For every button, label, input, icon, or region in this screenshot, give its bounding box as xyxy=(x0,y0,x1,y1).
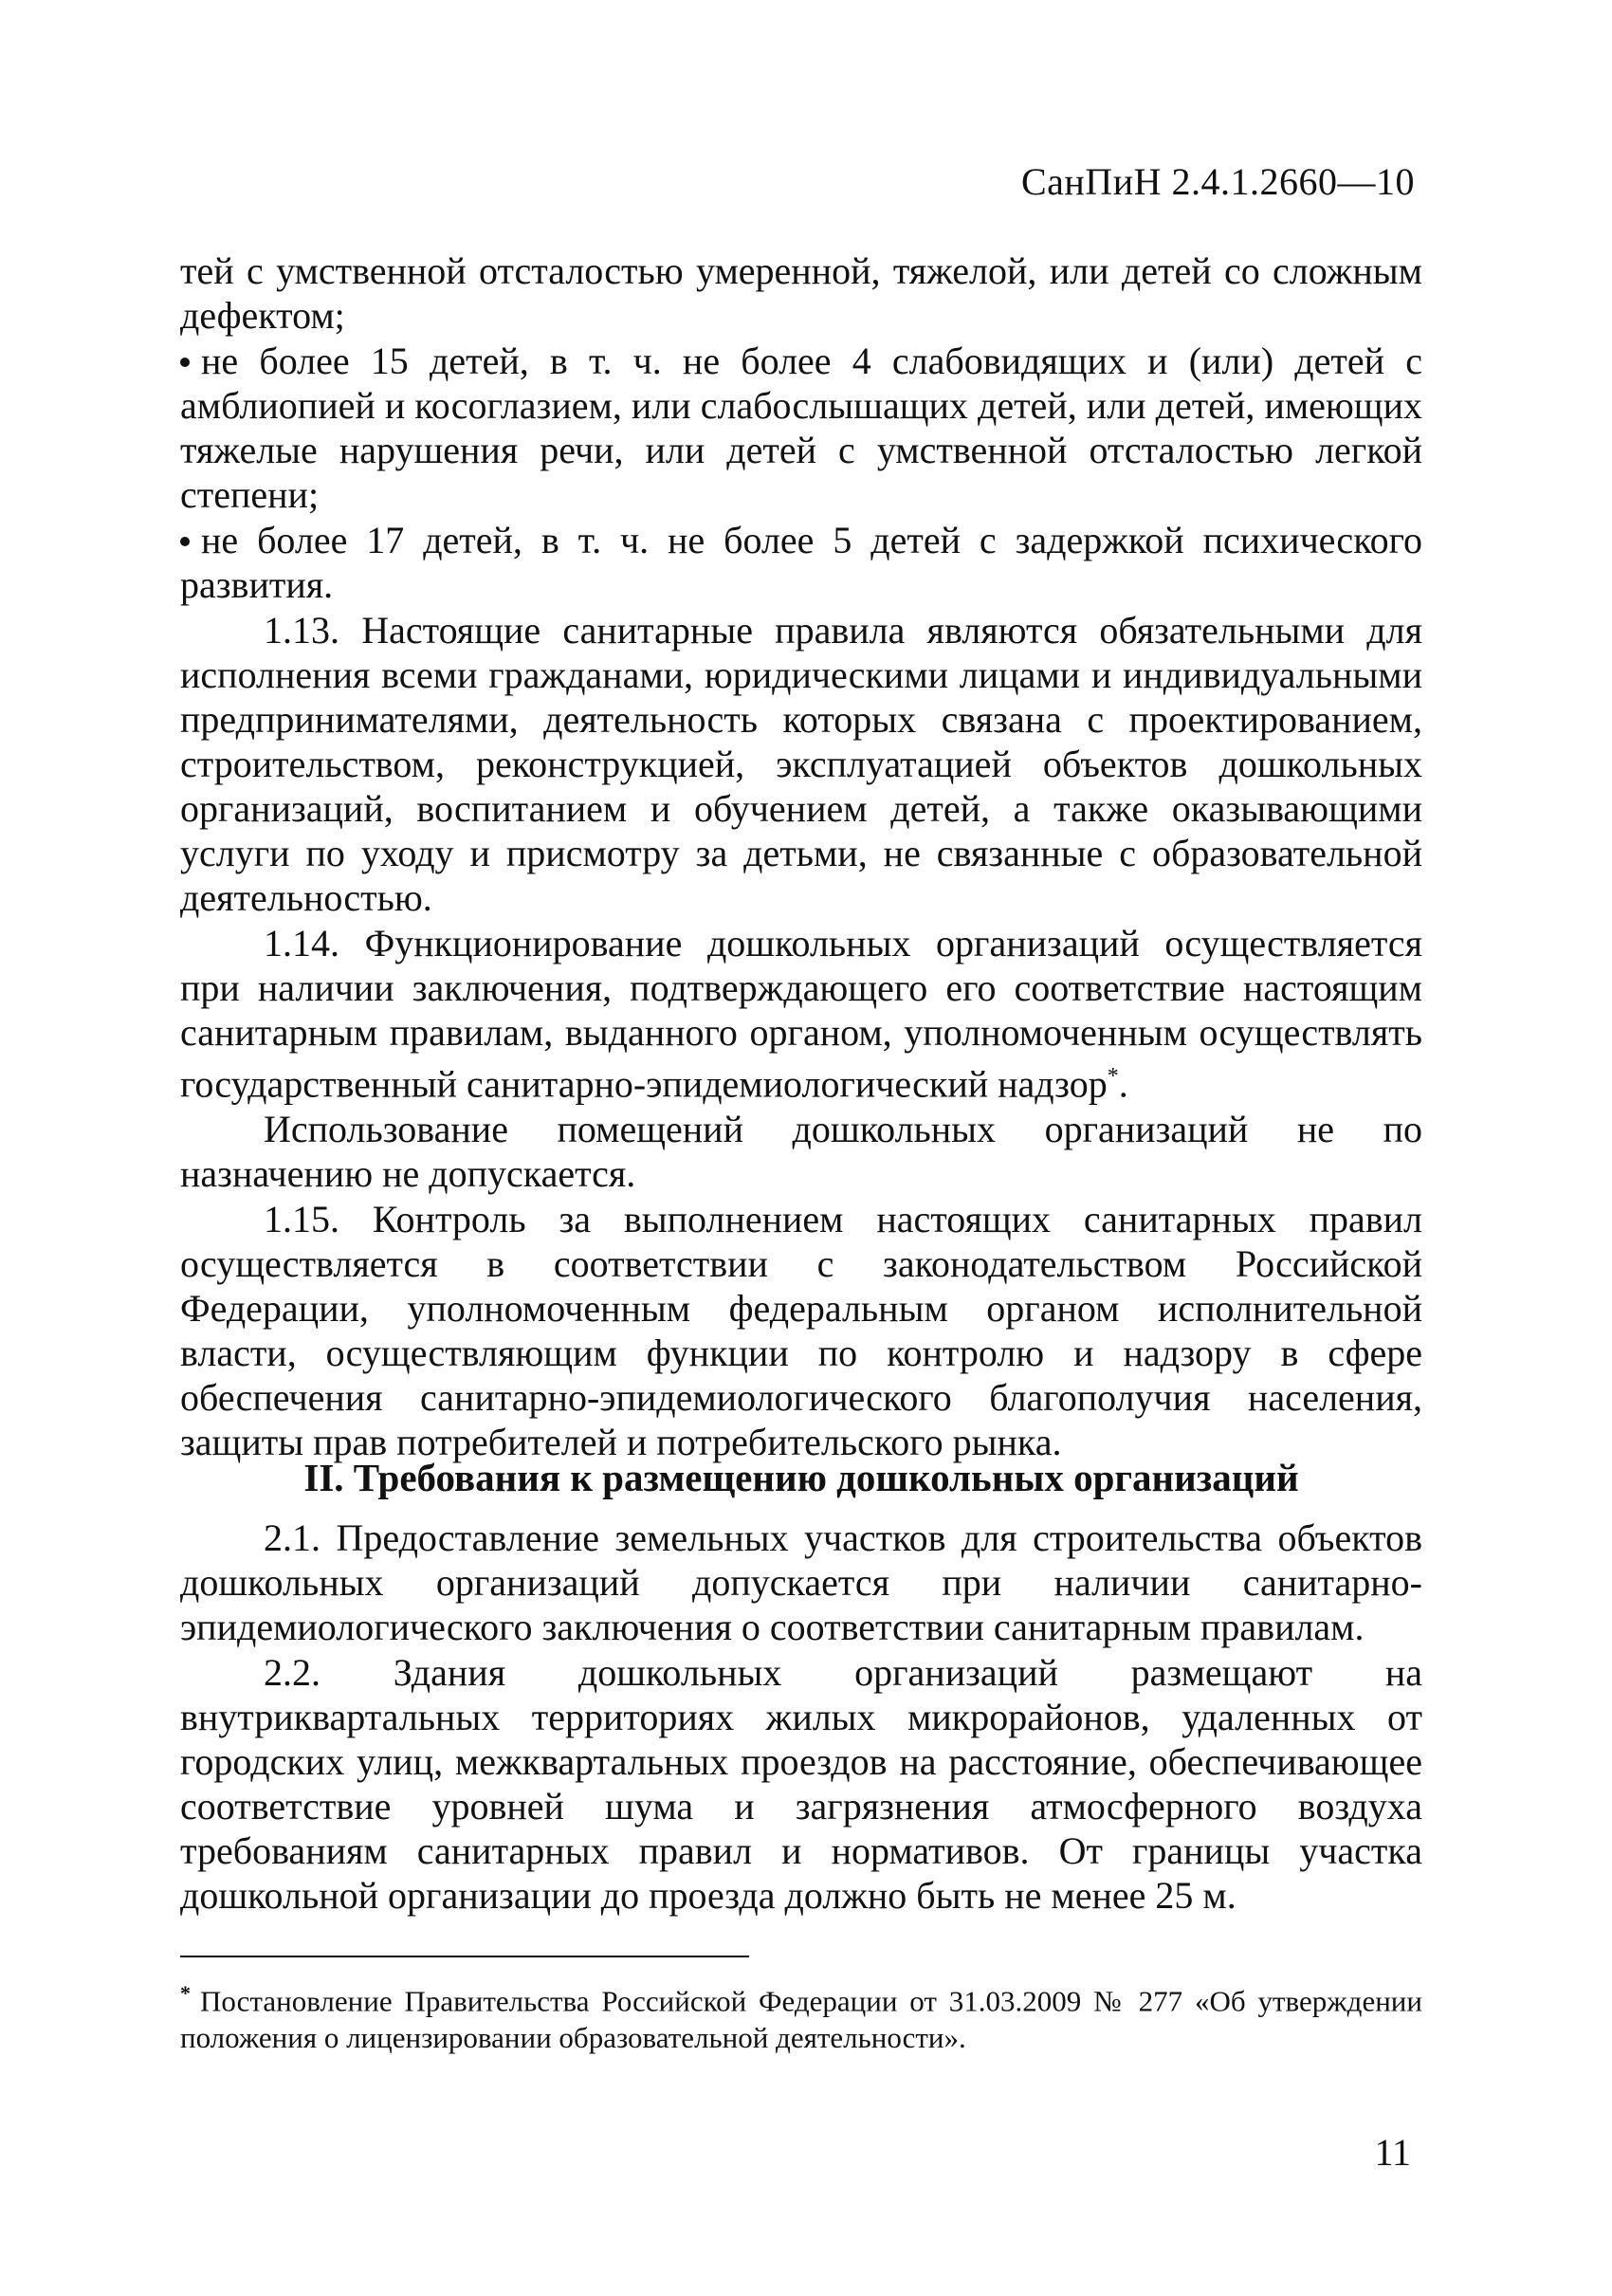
bullet-item-1 xyxy=(180,339,1422,517)
body-text-section-2 xyxy=(180,1515,1422,1919)
clause-1-13: 1.13. Настоящие санитарные правила являются обязательными для исполнения всеми гражданами, юридическими лицами и индивидуальными предпринимателями, деятельность которых связана с проектированием, строительством, реконструкцией, эксплуатацией объектов дошкольных организаций, воспитанием и обучением детей, а также оказывающими услуги по уходу и присмотру за детьми, не связанные с образовательной деятельностью. xyxy=(180,609,1422,919)
bullet-item-2-text: не более 17 детей, в т. ч. не более 5 детей с задержкой психического развития. xyxy=(180,519,1422,606)
paragraph-continuation: тей с умственной отсталостью умеренной, тяжелой, или детей со сложным дефектом; xyxy=(180,249,1422,337)
clause-1-14-note: Использование помещений дошкольных организаций не по назначению не допускается. xyxy=(180,1108,1422,1196)
section-heading: II. Требования к размещению дошкольных организаций xyxy=(303,1456,1299,1499)
footnote-reference: * xyxy=(1107,1064,1119,1089)
clause-2-1: 2.1. Предоставление земельных участков для строительства объектов дошкольных организаций допускается при наличии санитарно-эпидемиологического заключения о соответствии санитарным правилам. xyxy=(180,1516,1422,1648)
clause-1-14-text: 1.14. Функционирование дошкольных организаций осуществляется при наличии заключения, подтверждающего его соответствие настоящим санитарным правилам, выданного органом, уполномоченным осуществлять государственный санитарно-эпидемиологический надзор xyxy=(180,922,1422,1106)
bullet-item-1-text: не более 15 детей, в т. ч. не более 4 слабовидящих и (или) детей с амблиопией и косоглазием, или слабослышащих детей, или детей, имеющих тяжелые нарушения речи, или детей с умственной отсталостью легкой степени; xyxy=(180,340,1422,516)
running-header: СанПиН 2.4.1.2660—10 xyxy=(1020,160,1415,203)
bullet-icon xyxy=(180,537,190,546)
clause-2-2: 2.2. Здания дошкольных организаций размещают на внутриквартальных территориях жилых микрорайонов, удаленных от городских улиц, межквартальных проездов на расстояние, обеспечивающее соответствие уровней шума и загрязнения атмосферного воздуха требованиям санитарных правил и нормативов. От границы участка дошкольной организации до проезда должно быть не менее 25 м. xyxy=(180,1651,1422,1917)
clause-1-15: 1.15. Контроль за выполнением настоящих санитарных правил осуществляется в соответствии с законодательством Российской Федерации, уполномоченным федеральным органом исполнительной власти, осуществляющим функции по контролю и надзору в сфере обеспечения санитарно-эпидемиологического благополучия населения, защиты прав потребителей и потребительского рынка. xyxy=(180,1198,1422,1464)
bullet-icon xyxy=(180,358,190,367)
footnote-divider xyxy=(180,1956,749,1957)
body-text-section-1 xyxy=(180,248,1422,1465)
footnote xyxy=(180,1975,1422,2056)
bullet-item-2 xyxy=(180,518,1422,607)
footnote-text: Постановление Правительства Российской Федерации от 31.03.2009 № 277 «Об утверждении положения о лицензировании образовательной деятельности». xyxy=(180,1984,1422,2055)
footnote-mark: * xyxy=(180,1981,191,2005)
page-number: 11 xyxy=(1374,2131,1411,2174)
clause-1-14 xyxy=(180,921,1422,1106)
clause-1-14-period: . xyxy=(1118,1062,1128,1106)
